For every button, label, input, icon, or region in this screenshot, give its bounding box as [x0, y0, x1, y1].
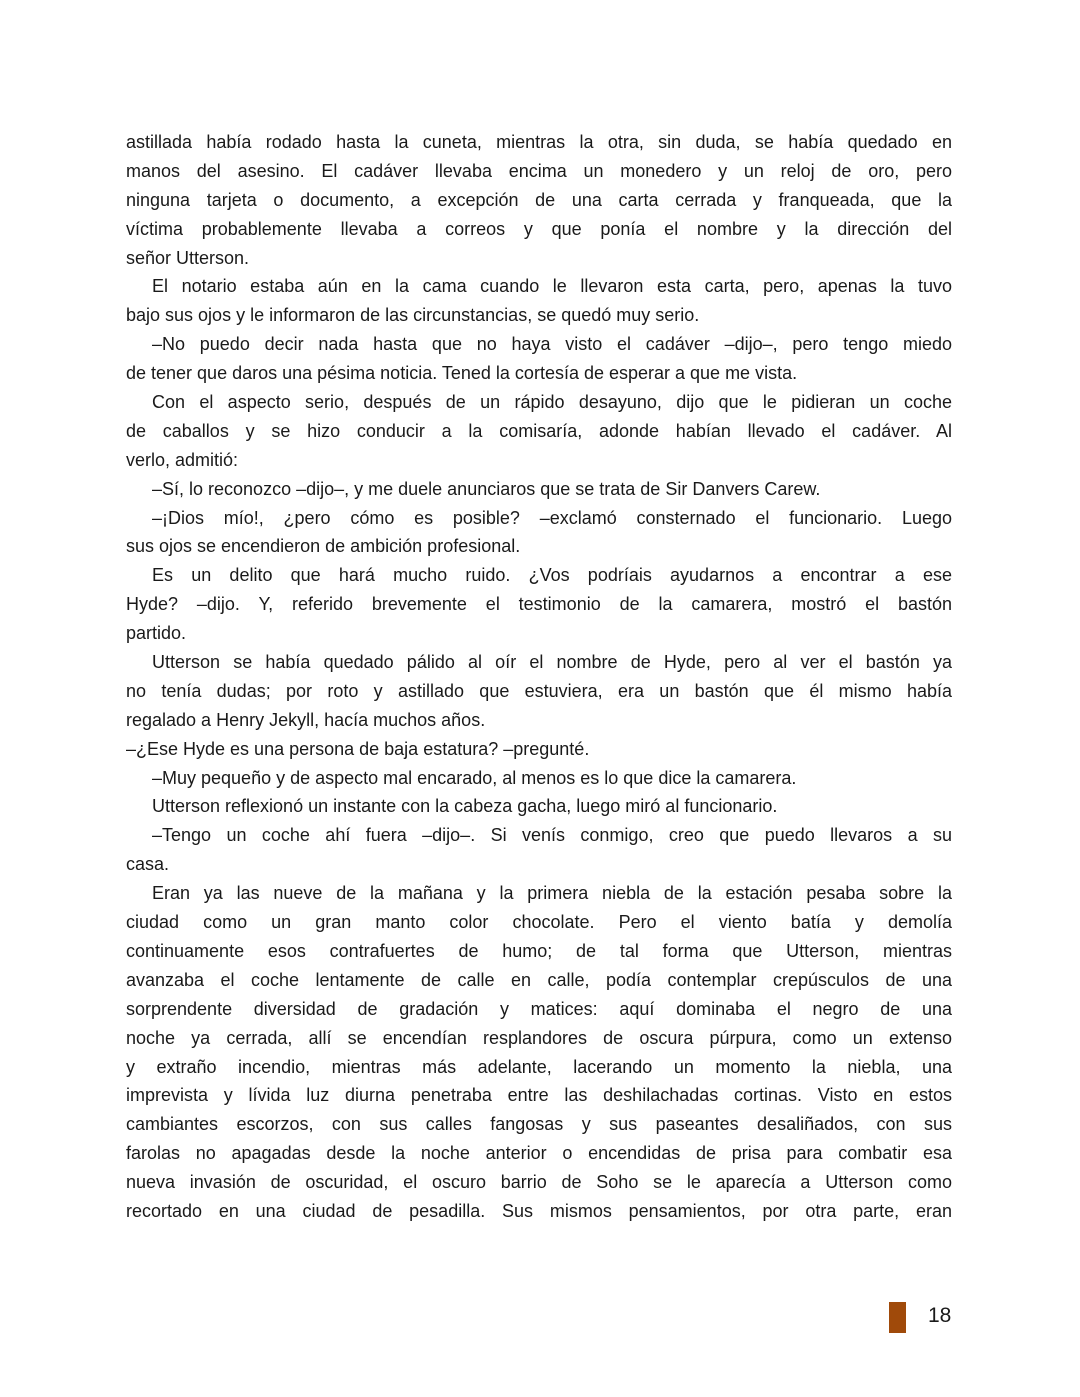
- text-line: Utterson se había quedado pálido al oír el nombre de Hyde, pero al ver el bastón ya: [152, 652, 952, 673]
- text-line: cambiantes escorzos, con sus calles fangosas y sus paseantes desaliñados, con sus: [126, 1114, 952, 1135]
- text-line: El notario estaba aún en la cama cuando le llevaron esta carta, pero, apenas la tuvo: [152, 276, 952, 297]
- paragraph: [126, 475, 952, 504]
- text-line: noche ya cerrada, allí se encendían resplandores de oscura púrpura, como un extenso: [126, 1027, 952, 1048]
- text-line: verlo, admitió:: [126, 449, 239, 470]
- paragraph: [126, 735, 952, 764]
- text-line: Utterson reflexionó un instante con la cabeza gacha, luego miró al funcionario.: [152, 796, 778, 817]
- text-line: –Muy pequeño y de aspecto mal encarado, al menos es lo que dice la camarera.: [152, 767, 797, 788]
- text-line: imprevista y lívida luz diurna penetraba entre las deshilachadas cortinas. Visto en estos: [126, 1085, 952, 1106]
- text-line: Con el aspecto serio, después de un rápido desayuno, dijo que le pidieran un coche: [152, 392, 952, 413]
- paragraph: [126, 821, 952, 879]
- text-line: no tenía dudas; por roto y astillado que estuviera, era un bastón que él mismo había: [126, 680, 952, 701]
- text-line: víctima probablemente llevaba a correos y que ponía el nombre y la dirección del: [126, 218, 952, 239]
- text-line: sus ojos se encendieron de ambición profesional.: [126, 536, 521, 557]
- text-line: –Tengo un coche ahí fuera –dijo–. Si venís conmigo, creo que puedo llevaros a su: [152, 825, 952, 846]
- paragraph: [126, 561, 952, 648]
- paragraph: [126, 128, 952, 272]
- text-line: de caballos y se hizo conducir a la comisaría, adonde habían llevado el cadáver. Al: [126, 420, 952, 441]
- body-text: [126, 128, 952, 1226]
- paragraph: [126, 879, 952, 1226]
- text-line: de tener que daros una pésima noticia. Tened la cortesía de esperar a que me vista.: [126, 363, 798, 384]
- paragraph: [126, 330, 952, 388]
- paragraph: [126, 648, 952, 735]
- text-line: partido.: [126, 623, 187, 644]
- text-line: Es un delito que hará mucho ruido. ¿Vos podríais ayudarnos a encontrar a ese: [152, 565, 952, 586]
- text-line: ciudad como un gran manto color chocolate. Pero el viento batía y demolía: [126, 912, 952, 933]
- text-line: nueva invasión de oscuridad, el oscuro barrio de Soho se le aparecía a Utterson como: [126, 1172, 952, 1193]
- paragraph: [126, 764, 952, 793]
- paragraph: [126, 504, 952, 562]
- text-line: continuamente esos contrafuertes de humo; de tal forma que Utterson, mientras: [126, 940, 952, 961]
- text-line: –Sí, lo reconozco –dijo–, y me duele anunciaros que se trata de Sir Danvers Carew.: [152, 478, 821, 499]
- text-line: y extraño incendio, mientras más adelante, lacerando un momento la niebla, una: [126, 1056, 952, 1077]
- text-line: bajo sus ojos y le informaron de las circunstancias, se quedó muy serio.: [126, 305, 700, 326]
- text-line: astillada había rodado hasta la cuneta, mientras la otra, sin duda, se había quedado en: [126, 132, 952, 152]
- text-line: –¿Ese Hyde es una persona de baja estatura? –pregunté.: [126, 738, 590, 759]
- text-line: regalado a Henry Jekyll, hacía muchos años.: [126, 709, 486, 730]
- text-line: recortado en una ciudad de pesadilla. Sus mismos pensamientos, por otra parte, eran: [126, 1200, 952, 1221]
- page-marker: [889, 1302, 906, 1333]
- text-line: señor Utterson.: [126, 247, 250, 268]
- text-line: –No puedo decir nada hasta que no haya visto el cadáver –dijo–, pero tengo miedo: [152, 334, 952, 355]
- text-line: manos del asesino. El cadáver llevaba encima un monedero y un reloj de oro, pero: [126, 160, 952, 181]
- text-line: casa.: [126, 854, 170, 875]
- text-line: farolas no apagadas desde la noche anterior o encendidas de prisa para combatir esa: [126, 1143, 952, 1164]
- text-line: sorprendente diversidad de gradación y matices: aquí dominaba el negro de una: [126, 998, 952, 1019]
- text-line: ninguna tarjeta o documento, a excepción de una carta cerrada y franqueada, que la: [126, 189, 952, 210]
- text-line: avanzaba el coche lentamente de calle en calle, podía contemplar crepúsculos de una: [126, 969, 952, 990]
- paragraph: [126, 388, 952, 475]
- paragraph: [126, 792, 952, 821]
- text-line: –¡Dios mío!, ¿pero cómo es posible? –exclamó consternado el funcionario. Luego: [152, 507, 952, 528]
- text-line: Eran ya las nueve de la mañana y la primera niebla de la estación pesaba sobre la: [152, 883, 952, 904]
- text-line: Hyde? –dijo. Y, referido brevemente el testimonio de la camarera, mostró el bastón: [126, 594, 952, 615]
- paragraph: [126, 272, 952, 330]
- page-number: 18: [928, 1304, 952, 1327]
